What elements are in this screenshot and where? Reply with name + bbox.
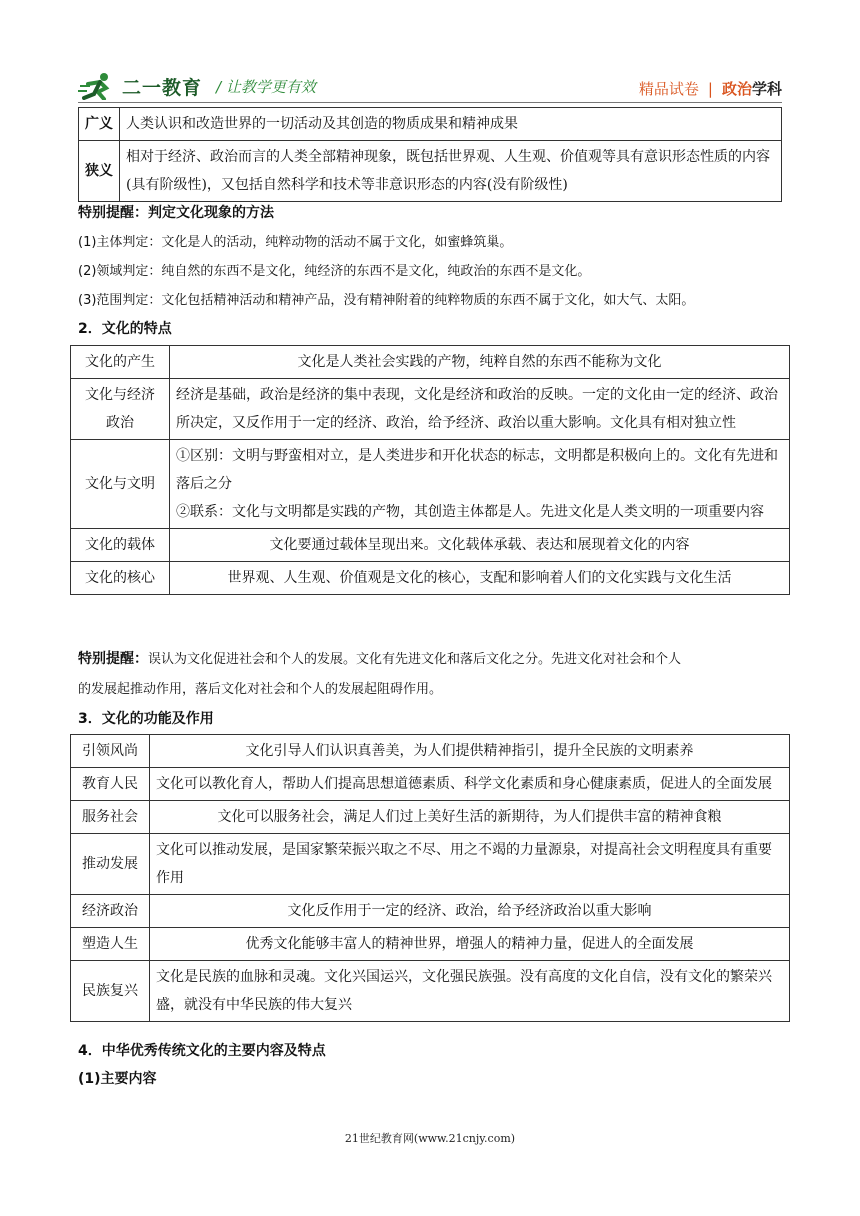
section3-title: 3．文化的功能及作用 bbox=[78, 711, 214, 727]
page-footer: 21世纪教育网(www.21cnjy.com) bbox=[344, 1132, 516, 1145]
row-content: 文化可以服务社会，满足人们过上美好生活的新期待，为人们提供丰富的精神食粮 bbox=[150, 801, 790, 834]
row-label: 文化与文明 bbox=[71, 440, 170, 529]
section4-subtitle: (1)主要内容 bbox=[78, 1071, 157, 1087]
row-content: 文化可以教化育人，帮助人们提高思想道德素质、科学文化素质和身心健康素质，促进人的全面发展 bbox=[150, 768, 790, 801]
row-content: 文化是民族的血脉和灵魂。文化兴国运兴，文化强民族强。没有高度的文化自信，没有文化的繁荣兴盛，就没有中华民族的伟大复兴 bbox=[150, 961, 790, 1022]
row-content bbox=[170, 440, 790, 529]
header-separator: | bbox=[707, 80, 713, 98]
tip2-line bbox=[78, 648, 681, 668]
row-content: 经济是基础，政治是经济的集中表现，文化是经济和政治的反映。一定的文化由一定的经济、政治所决定，又反作用于一定的经济、政治，给予经济、政治以重大影响。文化具有相对独立性 bbox=[170, 379, 790, 440]
row-content: 文化反作用于一定的经济、政治，给予经济政治以重大影响 bbox=[150, 895, 790, 928]
tip2-title: 特别提醒： bbox=[78, 651, 148, 667]
row-content: 文化要通过载体呈现出来。文化载体承载、表达和展现着文化的内容 bbox=[170, 529, 790, 562]
row-label: 推动发展 bbox=[71, 834, 150, 895]
table-row bbox=[71, 768, 790, 801]
row-label: 塑造人生 bbox=[71, 928, 150, 961]
table-row bbox=[79, 141, 782, 202]
table-row bbox=[71, 529, 790, 562]
logo bbox=[78, 72, 316, 100]
header-subject-suffix: 学科 bbox=[751, 80, 782, 98]
page-header bbox=[78, 70, 782, 104]
header-category: 精品试卷 bbox=[638, 80, 699, 98]
logo-text: 二一教育 bbox=[122, 76, 203, 99]
functions-table bbox=[70, 734, 790, 1022]
row-label: 引领风尚 bbox=[71, 735, 150, 768]
row-label: 民族复兴 bbox=[71, 961, 150, 1022]
section2-title: 2．文化的特点 bbox=[78, 321, 172, 337]
features-table bbox=[70, 345, 790, 595]
runner-logo-icon bbox=[78, 72, 118, 100]
table-row bbox=[71, 801, 790, 834]
row-content: 世界观、人生观、价值观是文化的核心，支配和影响着人们的文化实践与文化生活 bbox=[170, 562, 790, 595]
table-row bbox=[71, 379, 790, 440]
row-content: 文化是人类社会实践的产物，纯粹自然的东西不能称为文化 bbox=[170, 346, 790, 379]
row-label: 经济政治 bbox=[71, 895, 150, 928]
header-subject-name: 政治 bbox=[721, 80, 752, 98]
table-row bbox=[79, 108, 782, 141]
slogan: / 让教学更有效 bbox=[216, 77, 316, 96]
tip2-text: 误认为文化促进社会和个人的发展。文化有先进文化和落后文化之分。先进文化对社会和个人 bbox=[148, 652, 682, 667]
row-label: 服务社会 bbox=[71, 801, 150, 834]
row-label: 文化的产生 bbox=[71, 346, 170, 379]
row-label: 广义 bbox=[79, 108, 120, 141]
tip2-line: 的发展起推动作用，落后文化对社会和个人的发展起阻碍作用。 bbox=[78, 682, 443, 697]
section4-title: 4．中华优秀传统文化的主要内容及特点 bbox=[78, 1043, 326, 1059]
row-label: 狭义 bbox=[79, 141, 120, 202]
row-content: 相对于经济、政治而言的人类全部精神现象，既包括世界观、人生观、价值观等具有意识形态性质的内容(具有阶级性)，又包括自然科学和技术等非意识形态的内容(没有阶级性) bbox=[120, 141, 782, 202]
table-row bbox=[71, 928, 790, 961]
tip1-item: (2)领域判定：纯自然的东西不是文化，纯经济的东西不是文化，纯政治的东西不是文化。 bbox=[78, 264, 591, 279]
tip1-item: (1)主体判定：文化是人的活动，纯粹动物的活动不属于文化，如蜜蜂筑巢。 bbox=[78, 235, 513, 250]
distinction-text: ①区别：文明与野蛮相对立，是人类进步和开化状态的标志，文明都是积极向上的。文化有先进和落后之分 bbox=[176, 448, 778, 492]
tip1-item: (3)范围判定：文化包括精神活动和精神产品，没有精神附着的纯粹物质的东西不属于文化，如大气、太阳。 bbox=[78, 293, 695, 308]
row-label: 文化的核心 bbox=[71, 562, 170, 595]
row-label: 文化与经济政治 bbox=[71, 379, 170, 440]
row-content: 文化可以推动发展，是国家繁荣振兴取之不尽、用之不竭的力量源泉，对提高社会文明程度具有重要作用 bbox=[150, 834, 790, 895]
table-row bbox=[71, 440, 790, 529]
table-row bbox=[71, 834, 790, 895]
row-label: 文化的载体 bbox=[71, 529, 170, 562]
connection-text: ②联系：文化与文明都是实践的产物，其创造主体都是人。先进文化是人类文明的一项重要内容 bbox=[176, 504, 764, 520]
table-row bbox=[71, 346, 790, 379]
definition-table bbox=[78, 107, 782, 202]
row-content: 人类认识和改造世界的一切活动及其创造的物质成果和精神成果 bbox=[120, 108, 782, 141]
table-row bbox=[71, 735, 790, 768]
tip1-title: 特别提醒：判定文化现象的方法 bbox=[78, 205, 274, 221]
row-content: 优秀文化能够丰富人的精神世界，增强人的精神力量，促进人的全面发展 bbox=[150, 928, 790, 961]
header-subject bbox=[639, 78, 782, 99]
row-label: 教育人民 bbox=[71, 768, 150, 801]
table-row bbox=[71, 895, 790, 928]
row-content: 文化引导人们认识真善美，为人们提供精神指引，提升全民族的文明素养 bbox=[150, 735, 790, 768]
table-row bbox=[71, 562, 790, 595]
table-row bbox=[71, 961, 790, 1022]
header-divider bbox=[78, 102, 782, 103]
